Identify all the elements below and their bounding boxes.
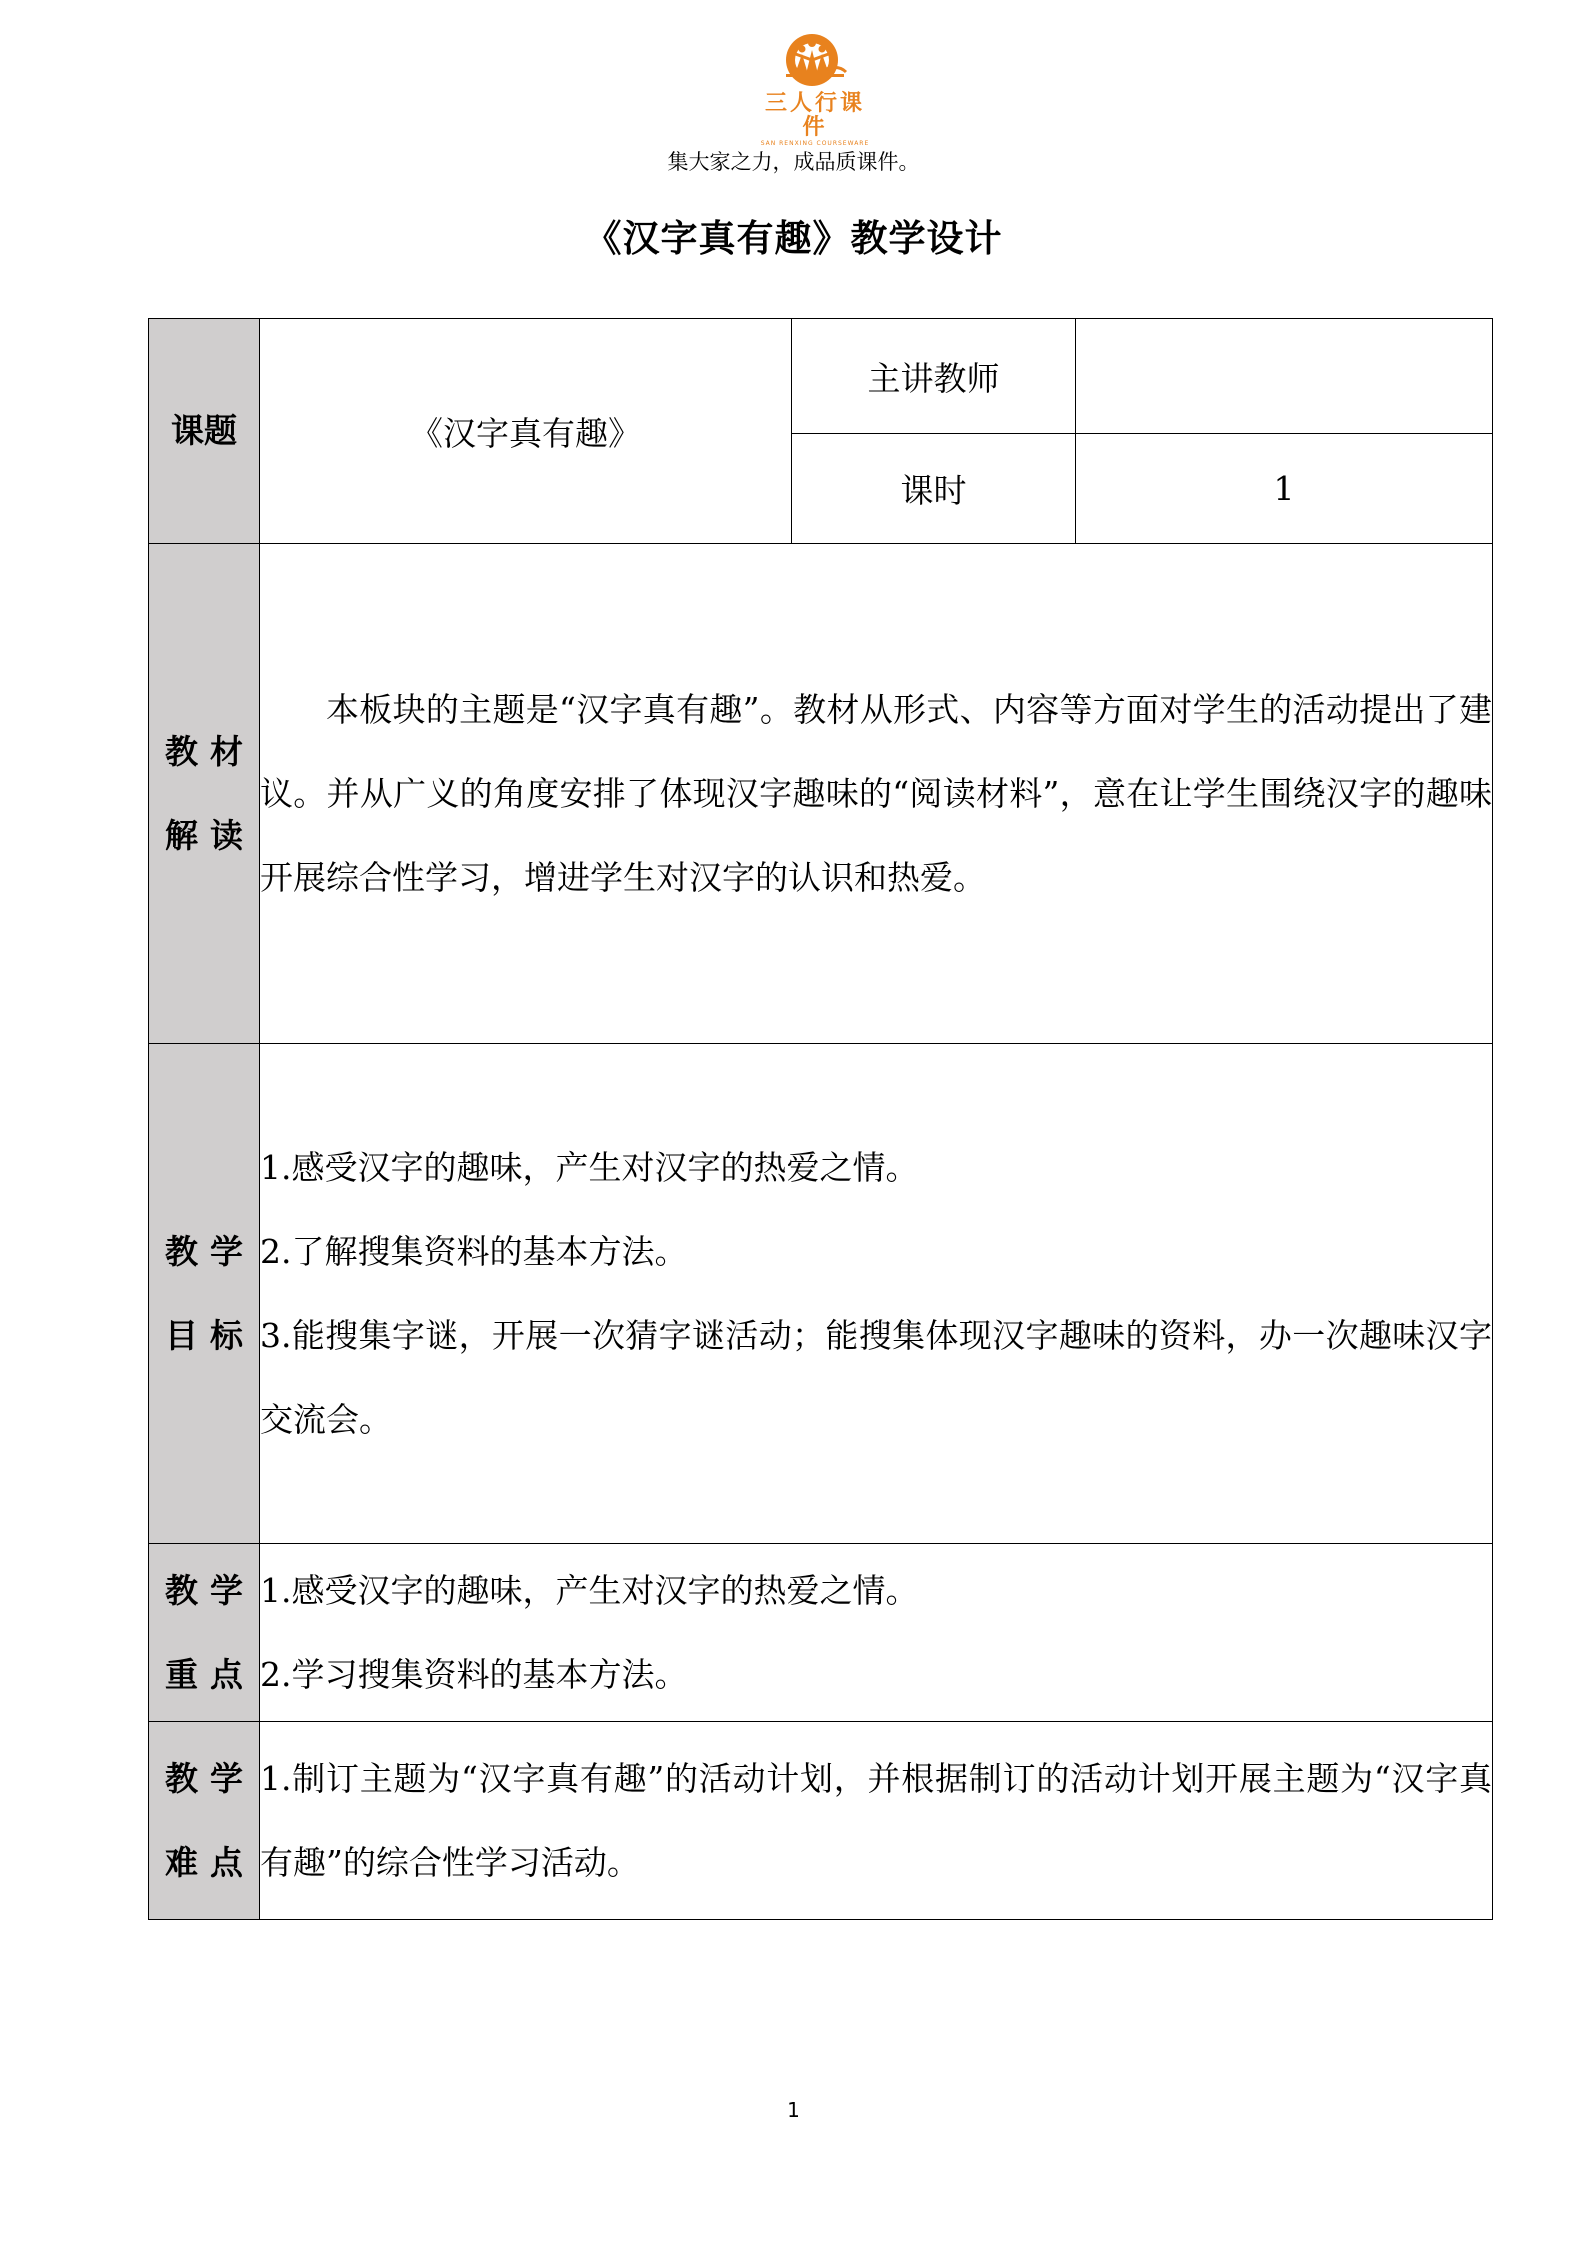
topic-label-cell — [149, 319, 260, 544]
goal-item: 3.能搜集字谜，开展一次猜字谜活动；能搜集体现汉字趣味的资料，办一次趣味汉字交流会。 — [260, 1315, 1492, 1439]
page-number: 1 — [787, 2098, 800, 2122]
teacher-label-cell — [792, 319, 1076, 434]
goals-label-line: 教学 — [165, 1231, 255, 1271]
keypoints-content-cell — [260, 1544, 1493, 1722]
goal-item: 1.感受汉字的趣味，产生对汉字的热爱之情。 — [260, 1147, 919, 1187]
hours-label: 课时 — [900, 471, 967, 510]
difficulty-item: 1.制订主题为“汉字真有趣”的活动计划，并根据制订的活动计划开展主题为“汉字真有趣”的综合性学习活动。 — [260, 1758, 1492, 1882]
logo-subtext: SAN RENXING COURSEWARE — [760, 140, 870, 147]
material-label-cell — [149, 544, 260, 1044]
logo-people-icon — [780, 30, 850, 90]
keypoint-item: 1.感受汉字的趣味，产生对汉字的热爱之情。 — [260, 1570, 919, 1610]
teacher-label: 主讲教师 — [867, 358, 1000, 398]
logo-text: 三人行课件 — [764, 91, 865, 140]
goals-content-cell — [260, 1044, 1493, 1544]
keypoints-label-line: 重点 — [165, 1654, 255, 1694]
logo — [755, 30, 875, 147]
difficulties-label-line: 教学 — [165, 1758, 255, 1798]
difficulties-label-line: 难点 — [165, 1842, 255, 1882]
document-title: 《汉字真有趣》教学设计 — [584, 217, 1003, 260]
material-content-cell — [260, 544, 1493, 1044]
topic-label: 课题 — [171, 411, 237, 450]
hours-label-cell — [792, 434, 1076, 544]
topic-value: 《汉字真有趣》 — [410, 413, 641, 453]
slogan: 集大家之力，成品质课件。 — [667, 150, 920, 174]
keypoint-item: 2.学习搜集资料的基本方法。 — [260, 1654, 688, 1694]
topic-value-cell — [260, 319, 792, 544]
material-text: 本板块的主题是“汉字真有趣”。教材从形式、内容等方面对学生的活动提出了建议。并从广义的角度安排了体现汉字趣味的“阅读材料”，意在让学生围绕汉字的趣味开展综合性学习，增进学生对汉字的认识和热爱。 — [260, 689, 1492, 897]
keypoints-label-line: 教学 — [165, 1570, 255, 1610]
lesson-plan-table — [148, 318, 1493, 1920]
difficulties-content-cell — [260, 1722, 1493, 1920]
material-label-line: 解读 — [165, 815, 255, 855]
material-label-line: 教材 — [165, 731, 255, 771]
teacher-value-cell — [1076, 319, 1493, 434]
difficulties-label-cell — [149, 1722, 260, 1920]
hours-value-cell — [1076, 434, 1493, 544]
keypoints-label-cell — [149, 1544, 260, 1722]
goals-label-cell — [149, 1044, 260, 1544]
goal-item: 2.了解搜集资料的基本方法。 — [260, 1231, 688, 1271]
hours-value: 1 — [1273, 469, 1295, 508]
goals-label-line: 目标 — [165, 1315, 255, 1355]
